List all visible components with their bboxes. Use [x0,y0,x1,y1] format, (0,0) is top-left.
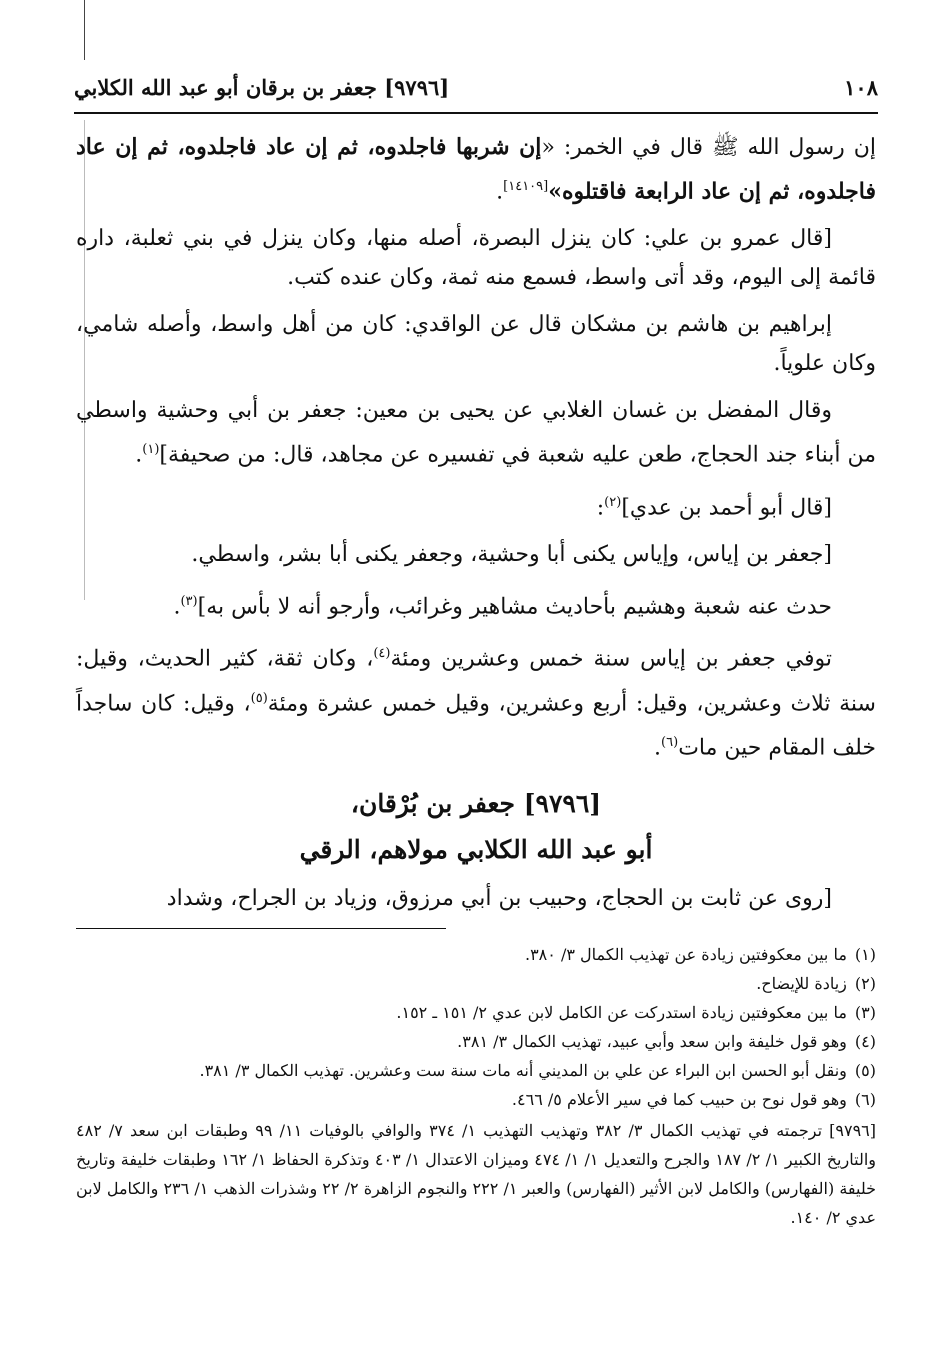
footnote-number: (٤) [854,1032,876,1051]
paragraph-jafar-iyas: [جعفر بن إياس، وإياس يكنى أبا وحشية، وجعفر يكنى أبا بشر، واسطي. [191,541,832,567]
footnote-text: ما بين معكوفتين زيادة استدركت عن الكامل لابن عدي ٢/ ١٥١ ـ ١٥٢. [396,1003,847,1022]
footnote-ref: (٦) [661,734,679,750]
footnote-text: ما بين معكوفتين زيادة عن تهذيب الكمال ٣/ ٣٨٠. [524,945,847,964]
footnote-text: ونقل أبو الحسن ابن البراء عن علي بن المديني أنه مات سنة ست وعشرين. تهذيب الكمال ٣/ ٣٨١. [199,1061,847,1080]
running-header [74,66,878,108]
footnotes [76,940,876,1232]
scan-edge-line [84,0,85,60]
paragraph-death [76,634,876,767]
footnote-text: وهو قول نوح بن حبيب كما في سير الأعلام ٥/ ٤٦٦. [511,1090,847,1109]
hadith-text: إن شربها فاجلدوه، ثم إن عاد فاجلدوه، ثم إن عاد فاجلدوه، ثم إن عاد الرابعة فاقتلوه [76,134,876,205]
paragraph-narrated-from: [روى عن ثابت بن الحجاج، وحبيب بن أبي مرزوق، وزياد بن الجراح، وشداد [166,886,832,912]
entry-heading [76,781,876,873]
hadith-close-quote: » [548,178,562,205]
footnote [76,1027,876,1056]
death-text-3: ، وقيل: كان ساجداً خلف المقام حين مات [76,690,876,761]
footnote-number: (٦) [854,1090,876,1109]
shuba-text: حدث عنه شعبة وهشيم بأحاديث مشاهير وغرائب، وأرجو أنه لا بأس به] [197,594,832,620]
hadith-ref-number: [١٤١٠٩] [503,179,549,194]
footnote-separator [76,928,446,929]
punctuation: . [135,442,143,468]
paragraph-amr-bin-ali: [قال عمرو بن علي: كان ينزل البصرة، أصله منها، وكان ينزل في بني ثعلبة، داره قائمة إلى اليوم، وقد أتى واسط، فسمع منه ثمة، وكان عنده كتب. [76,226,876,291]
footnote-ref: (٣) [180,593,198,609]
hadith-intro: إن رسول الله ﷺ قال في الخمر: « [541,135,876,160]
footnote-number: (٥) [854,1061,876,1080]
footnote [76,1056,876,1085]
main-text [76,128,876,926]
mufaddal-text: وقال المفضل بن غسان الغلابي عن يحيى بن معين: جعفر بن أبي وحشية واسطي من أبناء جند الحجاج، طعن عليه شعبة في تفسيره عن مجاهد، قال: من صحيفة] [76,398,876,468]
footnote [76,1085,876,1114]
paragraph-ibn-adi [76,483,876,527]
header-rule [74,112,878,114]
punctuation: . [654,735,662,761]
footnote-number: (١) [854,945,876,964]
paragraph-shuba [76,582,876,626]
footnote-ref: (٥) [250,690,268,706]
ibn-adi-text: [قال أبو أحمد بن عدي] [621,494,832,520]
entry-heading-line-1: [٩٧٩٦] جعفر بن بُرْقان، [350,789,602,819]
footnote [76,998,876,1027]
footnote-ref: (٢) [604,494,622,510]
footnote [76,969,876,998]
death-text-1: توفي جعفر بن إياس سنة خمس وعشرين ومئة [390,646,832,672]
footnote-ref: (٤) [373,646,391,662]
footnote-ref: (١) [142,442,160,458]
running-title: [٩٧٩٦] جعفر بن برقان أبو عبد الله الكلابي [74,74,450,100]
biography-sources-note: [٩٧٩٦] ترجمته في تهذيب الكمال ٣/ ٣٨٢ وتهذيب التهذيب ١/ ٣٧٤ والوافي بالوفيات ١١/ ٩٩ وطبقات ابن سعد ٧/ ٤٨٢ والتاريخ الكبير ١/ ٢/ ١٨٧ والجرح والتعديل ١/ ١/ ٤٧٤ وميزان الاعتدال ١/ ٤٠٣ وتذكرة الحفاظ ١/ ١٦٢ وطبقات خليفة وتاريخ خليفة (الفهارس) والكامل لابن الأثير (الفهارس) والعبر ١/ ٢٢٢ والنجوم الزاهرة ٢/ ٢٢ وشذرات الذهب ١/ ٢٣٦ والكامل لابن عدي ٢/ ١٤٠. [76,1121,877,1227]
footnote-text: زيادة للإيضاح. [756,974,847,993]
paragraph-mufaddal [76,391,876,474]
footnote-number: (٣) [854,1003,876,1022]
paragraph-hadith [76,128,876,211]
hadith-end: . [496,179,504,205]
entry-heading-line-2: أبو عبد الله الكلابي مولاهم، الرقي [299,835,653,865]
punctuation: : [596,494,605,520]
footnote-number: (٢) [854,974,876,993]
paragraph-ibrahim: إبراهيم بن هاشم بن مشكان قال عن الواقدي: كان من أهل واسط، وأصله شامي، وكان علوياً. [76,312,876,377]
footnote-text: وهو قول خليفة وابن سعد وأبي عبيد، تهذيب الكمال ٣/ ٣٨١. [457,1032,847,1051]
footnote [76,940,876,969]
page-number: ١٠٨ [844,74,878,100]
death-text-2: ، وكان ثقة، كثير الحديث، وقيل: سنة ثلاث وعشرين، وقيل: أربع وعشرين، وقيل خمس عشرة ومئة [76,646,876,716]
punctuation: . [173,594,181,620]
